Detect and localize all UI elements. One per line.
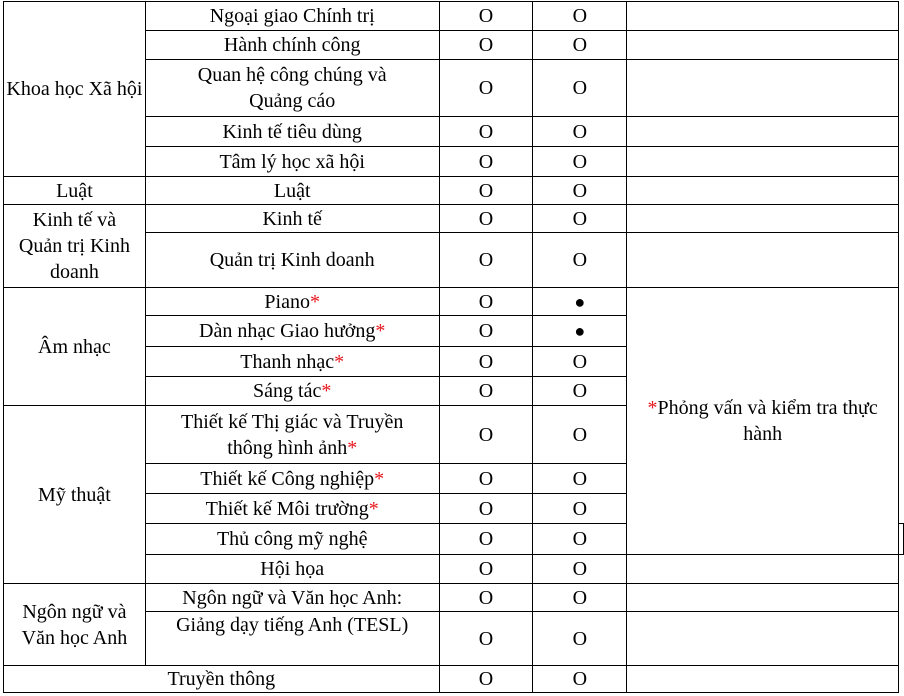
note-cell-empty [627, 233, 899, 288]
mark-o: O [572, 497, 588, 520]
major-communication: Truyền thông [4, 666, 440, 693]
group-law: Luật [4, 177, 146, 205]
mark-o: O [478, 249, 494, 271]
note-cell [627, 288, 899, 555]
mark-cell [533, 555, 627, 584]
mark-cell [439, 555, 533, 584]
mark-cell [533, 377, 627, 406]
majors-table [3, 1, 904, 693]
mark-o: O [572, 627, 588, 650]
major-visual-design [145, 406, 439, 464]
mark-o: O [572, 249, 588, 271]
mark-o: O [478, 150, 494, 173]
mark-o: O [478, 34, 494, 56]
mark-cell [439, 205, 533, 233]
major-vocal [145, 347, 439, 377]
note-cell-empty [627, 2, 899, 31]
mark-cell [533, 147, 627, 177]
mark-cell [439, 666, 533, 693]
mark-cell [533, 31, 627, 60]
group-social-sciences: Khoa học Xã hội [4, 2, 146, 177]
mark-cell [439, 177, 533, 205]
mark-o: O [478, 290, 494, 313]
mark-o: O [572, 380, 588, 402]
major-composition [145, 377, 439, 406]
asterisk: * [368, 497, 379, 520]
mark-cell [533, 612, 627, 666]
mark-o: O [478, 586, 494, 609]
mark-o: O [572, 150, 588, 173]
mark-cell [533, 406, 627, 464]
mark-cell [533, 666, 627, 693]
mark-cell [439, 494, 533, 524]
mark-cell [439, 31, 533, 60]
major-english-lit: Ngôn ngữ và Văn học Anh: [145, 584, 439, 612]
note-text: Phỏng vấn và kiểm tra thực hành [657, 397, 878, 445]
note-cell-empty [627, 31, 899, 60]
mark-cell [439, 288, 533, 316]
mark-cell [533, 2, 627, 31]
mark-o: O [572, 120, 588, 143]
mark-dot: ● [574, 291, 586, 312]
note-cell-empty [627, 147, 899, 177]
mark-o: O [478, 668, 494, 690]
asterisk: * [321, 380, 332, 402]
mark-cell [439, 584, 533, 612]
major-orchestra-label: Dàn nhạc Giao hưởng [199, 320, 376, 342]
major-painting: Hội họa [145, 555, 439, 584]
mark-o: O [478, 320, 494, 342]
note-cell-empty [627, 60, 899, 117]
mark-cell [439, 233, 533, 288]
mark-o: O [572, 207, 588, 230]
table-row [4, 666, 904, 693]
major-orchestra [145, 316, 439, 347]
mark-cell [439, 524, 533, 555]
mark-o: O [572, 586, 588, 609]
mark-o: O [478, 207, 494, 230]
note-cell-empty [627, 612, 899, 666]
mark-o: O [572, 77, 588, 99]
mark-cell [439, 2, 533, 31]
group-english: Ngôn ngữ và Văn học Anh [4, 584, 146, 666]
mark-dot: ● [574, 321, 586, 341]
mark-cell [439, 60, 533, 117]
mark-cell [439, 406, 533, 464]
asterisk: * [309, 290, 320, 313]
mark-o: O [478, 528, 494, 550]
mark-o: O [572, 668, 588, 690]
major-diplomacy: Ngoại giao Chính trị [145, 2, 439, 31]
note-cell-empty [627, 205, 899, 233]
mark-cell [533, 316, 627, 347]
mark-o: O [478, 627, 494, 650]
mark-o: O [572, 5, 588, 27]
asterisk: * [647, 397, 658, 419]
major-consumer-econ: Kinh tế tiêu dùng [145, 117, 439, 147]
major-law: Luật [145, 177, 439, 205]
major-piano-label: Piano [264, 290, 310, 313]
mark-cell [533, 464, 627, 494]
table-row [4, 177, 904, 205]
mark-cell [439, 612, 533, 666]
note-cell-empty [627, 555, 899, 584]
mark-o: O [478, 350, 494, 373]
group-music: Âm nhạc [4, 288, 146, 406]
major-social-psych: Tâm lý học xã hội [145, 147, 439, 177]
mark-o: O [478, 467, 494, 490]
asterisk: * [375, 320, 386, 342]
group-fine-arts: Mỹ thuật [4, 406, 146, 584]
mark-cell [439, 464, 533, 494]
mark-cell [439, 377, 533, 406]
mark-cell [533, 494, 627, 524]
note-cell-empty [899, 524, 904, 555]
asterisk: * [334, 350, 345, 373]
major-pr-advertising: Quan hệ công chúng và Quảng cáo [145, 60, 439, 117]
mark-o: O [572, 423, 588, 446]
mark-o: O [572, 34, 588, 56]
note-cell-empty [627, 117, 899, 147]
mark-cell [533, 177, 627, 205]
mark-o: O [478, 5, 494, 27]
mark-o: O [478, 77, 494, 99]
major-industrial-design [145, 464, 439, 494]
mark-o: O [572, 350, 588, 373]
mark-cell [533, 205, 627, 233]
mark-cell [533, 288, 627, 316]
mark-cell [439, 117, 533, 147]
major-economics: Kinh tế [145, 205, 439, 233]
mark-o: O [572, 528, 588, 550]
mark-cell [439, 316, 533, 347]
major-piano [145, 288, 439, 316]
mark-o: O [478, 497, 494, 520]
note-cell-empty [627, 177, 899, 205]
asterisk: * [347, 436, 358, 459]
table-row [4, 584, 904, 612]
major-industrial-design-label: Thiết kế Công nghiệp [200, 467, 375, 490]
mark-o: O [478, 380, 494, 402]
major-business-admin: Quản trị Kinh doanh [145, 233, 439, 288]
mark-cell [533, 347, 627, 377]
major-tesl: Giảng dạy tiếng Anh (TESL) [145, 612, 439, 666]
mark-o: O [572, 179, 588, 202]
major-visual-design-label: Thiết kế Thị giác và Truyền thông hình ảnh [181, 410, 404, 459]
mark-o: O [572, 467, 588, 490]
note-cell-empty [627, 666, 899, 693]
mark-cell [439, 347, 533, 377]
major-composition-label: Sáng tác [253, 380, 322, 402]
mark-cell [533, 233, 627, 288]
major-environmental-design [145, 494, 439, 524]
mark-o: O [478, 423, 494, 446]
major-public-admin: Hành chính công [145, 31, 439, 60]
group-economics: Kinh tế và Quản trị Kinh doanh [4, 205, 146, 288]
note-cell-empty [627, 584, 899, 612]
mark-o: O [572, 558, 588, 580]
asterisk: * [374, 467, 385, 490]
mark-cell [533, 584, 627, 612]
mark-cell [533, 60, 627, 117]
major-environmental-design-label: Thiết kế Môi trường [205, 497, 369, 520]
mark-cell [533, 524, 627, 555]
mark-o: O [478, 558, 494, 580]
mark-o: O [478, 179, 494, 202]
mark-cell [533, 117, 627, 147]
mark-o: O [478, 120, 494, 143]
major-vocal-label: Thanh nhạc [240, 350, 335, 373]
table-row [4, 205, 904, 233]
major-crafts: Thủ công mỹ nghệ [145, 524, 439, 555]
mark-cell [439, 147, 533, 177]
table-row [4, 288, 904, 316]
table-row [4, 2, 904, 31]
